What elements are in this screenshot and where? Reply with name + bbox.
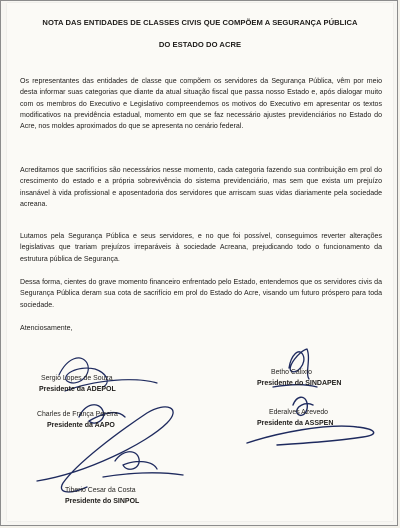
signatory-name-2: Betho Calixto [271,369,312,376]
signatory-name-5: Tiberio Cesar da Costa [65,487,136,494]
signatory-name-3: Charles de França Pereira [37,411,118,418]
signatory-role-4: Presidente da ASSPEN [257,420,334,427]
signatory-role-2: Presidente do SINDAPEN [257,380,342,387]
document-title: NOTA DAS ENTIDADES DE CLASSES CIVIS QUE COMPÕEM A SEGURANÇA PÚBLICA [42,18,358,27]
signatory-role-3: Presidente da AAPO [47,422,115,429]
document-subtitle: DO ESTADO DO ACRE [158,40,242,49]
signatory-role-5: Presidente do SINPOL [65,498,140,505]
paragraph-3: Lutamos pela Segurança Pública e seus servidores, e no que foi possível, conseguimos reverter alterações legislativas que trariam prejuízos irreparáveis à sociedade Acreana, prejudicando todo o funcionamento da estrutura pública de Segurança. [20,233,382,263]
paragraph-2: Acreditamos que sacrifícios são necessários nesse momento, cada categoria fazendo sua contribuição em prol do crescimento do estado e a própria sobrevivência do sistema previdenciário, mas sem que exista um prejuízo insanável à vida profissional e aposentadoria dos servidores que arriscam suas vidas diariamente pela sociedade acreana. [20,167,382,208]
paragraph-4: Dessa forma, cientes do grave momento financeiro enfrentado pelo Estado, entendemos que os servidores civis da Segurança Pública deram sua cota de sacrifício em prol do Estado do Acre, visando um futuro próspero para toda sociedade. [20,279,382,309]
signature-tiberio-costa [103,452,183,477]
signatory-name-1: Sergio Lopes de Souza [41,375,113,382]
closing-salutation: Atenciosamente, [20,325,73,332]
signatory-name-4: Ederalves Azevedo [269,409,328,416]
signatory-role-1: Presidente da ADEPOL [39,386,116,393]
paragraph-1: Os representantes das entidades de classe que compõem os servidores da Segurança Pública, vêm por meio desta informar suas categorias que diante da atual situação fiscal que passa nosso Estado e, após dialogar muito com os membros do Executivo e Legislativo compreendemos os motivos do Executivo em apresentar os textos modificativos na previdência estadual, momento em que se faz necessário ajustes previdenciários no Estado do Acre, nos moldes aproximados do que se apresenta no cenário federal. [20,78,382,131]
document-page [7,3,393,521]
